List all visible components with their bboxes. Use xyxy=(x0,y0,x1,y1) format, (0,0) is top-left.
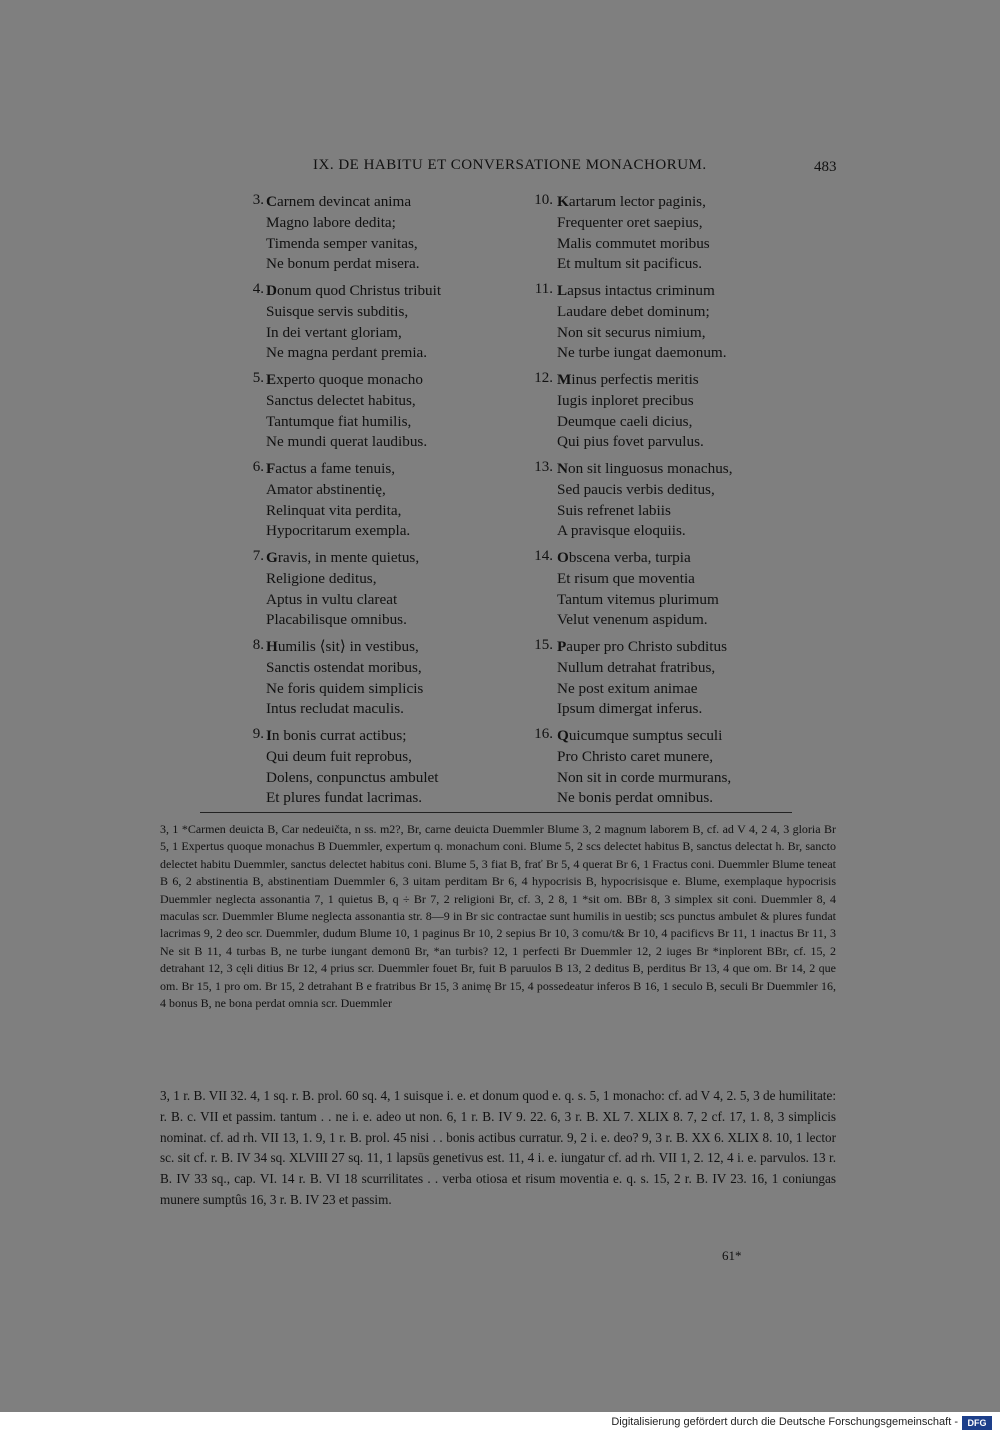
stanza-number: 10. xyxy=(534,192,553,208)
verse-line: Donum quod Christus tribuit xyxy=(266,282,442,299)
verse-line: Ne bonis perdat omnibus. xyxy=(557,789,714,807)
verse-line: Quicumque sumptus seculi xyxy=(557,727,723,744)
verse-line: Ne magna perdant premia. xyxy=(266,344,428,362)
verse-line: Qui deum fuit reprobus, xyxy=(266,747,412,765)
stanza-lines xyxy=(266,281,441,364)
verse-line: Et risum que moventia xyxy=(557,569,695,587)
verse-line: Timenda semper vanitas, xyxy=(266,234,418,252)
stanza-number: 4. xyxy=(252,281,264,297)
source-notes-text: 3, 1 r. B. VII 32. 4, 1 sq. r. B. prol. 60 sq. 4, 1 suisque i. e. et donum quod e. q. s. 5, 1 monacho: cf. ad V 4, 2. 5, 3 de humilitate: r. B. c. VII et passim. tantum . . ne i. e. adeo ut non. 6, 1 r. B. IV 9. 22. 6, 3 r. B. XL 7. XLIX 8. 7, 2 cf. 17, 1. 8, 3 simplicis nominat. cf. ad rh. VII 13, 1. 9, 1 r. B. prol. 45 nisi . . bonis actibus curratur. 9, 2 i. e. deo? 9, 3 r. B. XX 6. XLIX 8. 10, 1 lector sc. sit cf. r. B. IV 34 sq. XLVIII 27 sq. 11, 1 lapsūs genetivus est. 11, 4 i. e. iungatur cf. ad rh. VII 1, 2. 12, 4 i. e. parvulos. 13 r. B. IV 33 sq., cap. VI. 14 r. B. VI 18 scurrilitates . . verba otiosa et risum moventia e. q. s. 15, 2 r. B. IV 23. 16, 1 coniungas munere sumptûs 16, 3 r. B. IV 23 et passim. xyxy=(160,1088,836,1207)
stanza-number: 14. xyxy=(534,548,553,564)
critical-apparatus xyxy=(160,821,836,1012)
verse-line: Tantum vitemus plurimum xyxy=(557,590,719,608)
verse-line: Qui pius fovet parvulus. xyxy=(557,433,704,451)
verse-line: Iugis inploret precibus xyxy=(557,391,694,409)
stanza xyxy=(236,726,526,815)
verse-line: Et plures fundat lacrimas. xyxy=(266,789,423,807)
running-title: IX. DE HABITU ET CONVERSATIONE MONACHORUM. xyxy=(313,157,707,173)
signature-mark: 61* xyxy=(722,1248,742,1263)
stanza xyxy=(236,370,526,459)
source-notes xyxy=(160,1086,836,1211)
stanza-number: 7. xyxy=(252,548,264,564)
stanza-number: 8. xyxy=(252,637,264,653)
verse-line: Magno labore dedita; xyxy=(266,213,396,231)
verse-line: Sed paucis verbis deditus, xyxy=(557,480,715,498)
stanza xyxy=(236,459,526,548)
stanza-lines xyxy=(557,459,733,542)
stanza-number: 3. xyxy=(252,192,264,208)
verse-line: In dei vertant gloriam, xyxy=(266,323,402,341)
verse-line: Malis commutet moribus xyxy=(557,234,710,252)
verse-line: Humilis ⟨sit⟩ in vestibus, xyxy=(266,638,419,655)
verse-line: Sanctis ostendat moribus, xyxy=(266,658,422,676)
verse-line: Religione deditus, xyxy=(266,569,377,587)
verse-line: Intus recludat maculis. xyxy=(266,700,404,718)
stanza-number: 13. xyxy=(534,459,553,475)
verse-line: Ne post exitum animae xyxy=(557,679,698,697)
verse-line: Nullum detrahat fratribus, xyxy=(557,658,716,676)
verse-line: In bonis currat actibus; xyxy=(266,727,407,744)
apparatus-text: 3, 1 *Carmen deuicta B, Car nedeuičta, n ss. m2?, Br, carne deuicta Duemmler Blume 3, 2 magnum laborem B, cf. ad V 4, 2 4, 3 gloria Br 5, 1 Expertus quoque monachus B Duemmler, expertum q. monachum coni. Blume 5, 2 scs delectet habitus B, sanctus delectat h. Br, sancto delectet habitu Duemmler, sanctus delectet habitus coni. Blume 5, 3 fiat B, frať Br 5, 4 querat Br 6, 1 Fractus coni. Duemmler Blume teneat B 6, 2 abstinentia B, abstinentiam Duemmler 6, 3 uitam perditam Br 6, 4 hypocrisis B, hypocrisisque e. Blume, exemplaque hypocrisis Duemmler neglecta assonantia 7, 1 quietus B, q ÷ Br 7, 2 religioni Br, cf. 3, 2 8, 1 *sit om. BBr 8, 3 simplex sit coni. Duemmler 8, 4 maculas scr. Duemmler Blume neglecta assonantia str. 8—9 in Br sic contractae sunt humilis in uestib; scs punctus ambulet & plures fundat lacrimas 9, 2 deo scr. Duemmler, dudum Blume 10, 1 paginus Br 10, 2 sepius Br 10, 3 comu/t& Br 10, 4 pacificvs Br 11, 1 inactus Br 11, 3 Ne sit B 11, 4 turbas B, ne turbe iungant demonū Br, *an turbis? 12, 1 perfecti Br Duemmler 12, 2 iuges Br *inplorent BBr, cf. 15, 2 detrahant 12, 3 cęli ditius Br 12, 4 prius scr. Duemmler fouet Br, fuit B paruulos B 13, 2 deditus B, perditus Br 13, 4 que om. Br 14, 2 que om. Br 15, 1 pro om. Br 15, 2 detrahant B e fratribus Br 15, 3 animę Br 15, 4 possedeatur inferos B 16, 1 seculo B, seculi Br Duemmler 16, 4 bonus B, ne bona perdat omnia scr. Duemmler xyxy=(160,822,836,1011)
verse-line: Non sit linguosus monachus, xyxy=(557,460,733,477)
verse-line: Dolens, conpunctus ambulet xyxy=(266,768,439,786)
verse-line: Lapsus intactus criminum xyxy=(557,282,715,299)
stanza xyxy=(524,637,824,726)
stanza xyxy=(524,370,824,459)
stanza-number: 15. xyxy=(534,637,553,653)
verse-line: Gravis, in mente quietus, xyxy=(266,549,420,566)
stanza-number: 9. xyxy=(252,726,264,742)
verse-line: Minus perfectis meritis xyxy=(557,371,699,388)
stanza xyxy=(524,281,824,370)
stanza-lines xyxy=(266,637,423,720)
poem-column-left xyxy=(236,192,526,815)
page-header xyxy=(0,157,1000,181)
verse-line: Ne foris quidem simplicis xyxy=(266,679,424,697)
verse-line: Tantumque fiat humilis, xyxy=(266,412,412,430)
stanza-lines xyxy=(266,459,410,542)
stanza-number: 12. xyxy=(534,370,553,386)
stanza-lines xyxy=(557,726,731,809)
stanza-lines xyxy=(557,281,727,364)
footer-credit: Digitalisierung gefördert durch die Deutsche Forschungsgemeinschaft - xyxy=(611,1416,958,1428)
verse-line: Suisque servis subditis, xyxy=(266,302,409,320)
verse-line: Experto quoque monacho xyxy=(266,371,423,388)
stanza-lines xyxy=(557,192,710,275)
stanza-lines xyxy=(557,548,719,631)
verse-line: Carnem devincat anima xyxy=(266,193,412,210)
verse-line: Kartarum lector paginis, xyxy=(557,193,706,210)
stanza-lines xyxy=(266,726,439,809)
verse-line: Velut venenum aspidum. xyxy=(557,611,708,629)
stanza xyxy=(524,192,824,281)
stanza xyxy=(524,459,824,548)
verse-line: Frequenter oret saepius, xyxy=(557,213,703,231)
verse-line: Non sit securus nimium, xyxy=(557,323,706,341)
footnote-divider xyxy=(200,812,792,813)
stanza xyxy=(524,548,824,637)
stanza xyxy=(236,192,526,281)
page-number: 483 xyxy=(814,159,837,175)
stanza-number: 16. xyxy=(534,726,553,742)
stanza-lines xyxy=(266,548,419,631)
stanza-lines xyxy=(557,637,727,720)
verse-line: Relinquat vita perdita, xyxy=(266,501,402,519)
footer-banner xyxy=(0,1412,1000,1434)
stanza-lines xyxy=(557,370,704,453)
verse-line: Ne mundi querat laudibus. xyxy=(266,433,428,451)
stanza-number: 6. xyxy=(252,459,264,475)
verse-line: Ipsum dimergat inferus. xyxy=(557,700,703,718)
verse-line: Et multum sit pacificus. xyxy=(557,255,703,273)
verse-line: Deumque caeli dicius, xyxy=(557,412,693,430)
stanza-number: 5. xyxy=(252,370,264,386)
verse-line: Ne bonum perdat misera. xyxy=(266,255,420,273)
verse-line: Factus a fame tenuis, xyxy=(266,460,396,477)
dfg-logo[interactable]: DFG xyxy=(962,1416,992,1430)
verse-line: Obscena verba, turpia xyxy=(557,549,691,566)
verse-line: Non sit in corde murmurans, xyxy=(557,768,732,786)
verse-line: Ne turbe iungat daemonum. xyxy=(557,344,727,362)
verse-line: Suis refrenet labiis xyxy=(557,501,671,519)
verse-line: A pravisque eloquiis. xyxy=(557,522,686,540)
verse-line: Laudare debet dominum; xyxy=(557,302,710,320)
stanza-number: 11. xyxy=(534,281,553,297)
verse-line: Amator abstinentię, xyxy=(266,480,386,498)
stanza xyxy=(524,726,824,815)
poem-column-right xyxy=(524,192,824,815)
verse-line: Placabilisque omnibus. xyxy=(266,611,407,629)
verse-line: Aptus in vultu clareat xyxy=(266,590,398,608)
verse-line: Hypocritarum exempla. xyxy=(266,522,411,540)
stanza-lines xyxy=(266,192,420,275)
stanza xyxy=(236,637,526,726)
stanza xyxy=(236,281,526,370)
verse-line: Pro Christo caret munere, xyxy=(557,747,714,765)
verse-line: Pauper pro Christo subditus xyxy=(557,638,728,655)
verse-line: Sanctus delectet habitus, xyxy=(266,391,416,409)
stanza xyxy=(236,548,526,637)
stanza-lines xyxy=(266,370,427,453)
